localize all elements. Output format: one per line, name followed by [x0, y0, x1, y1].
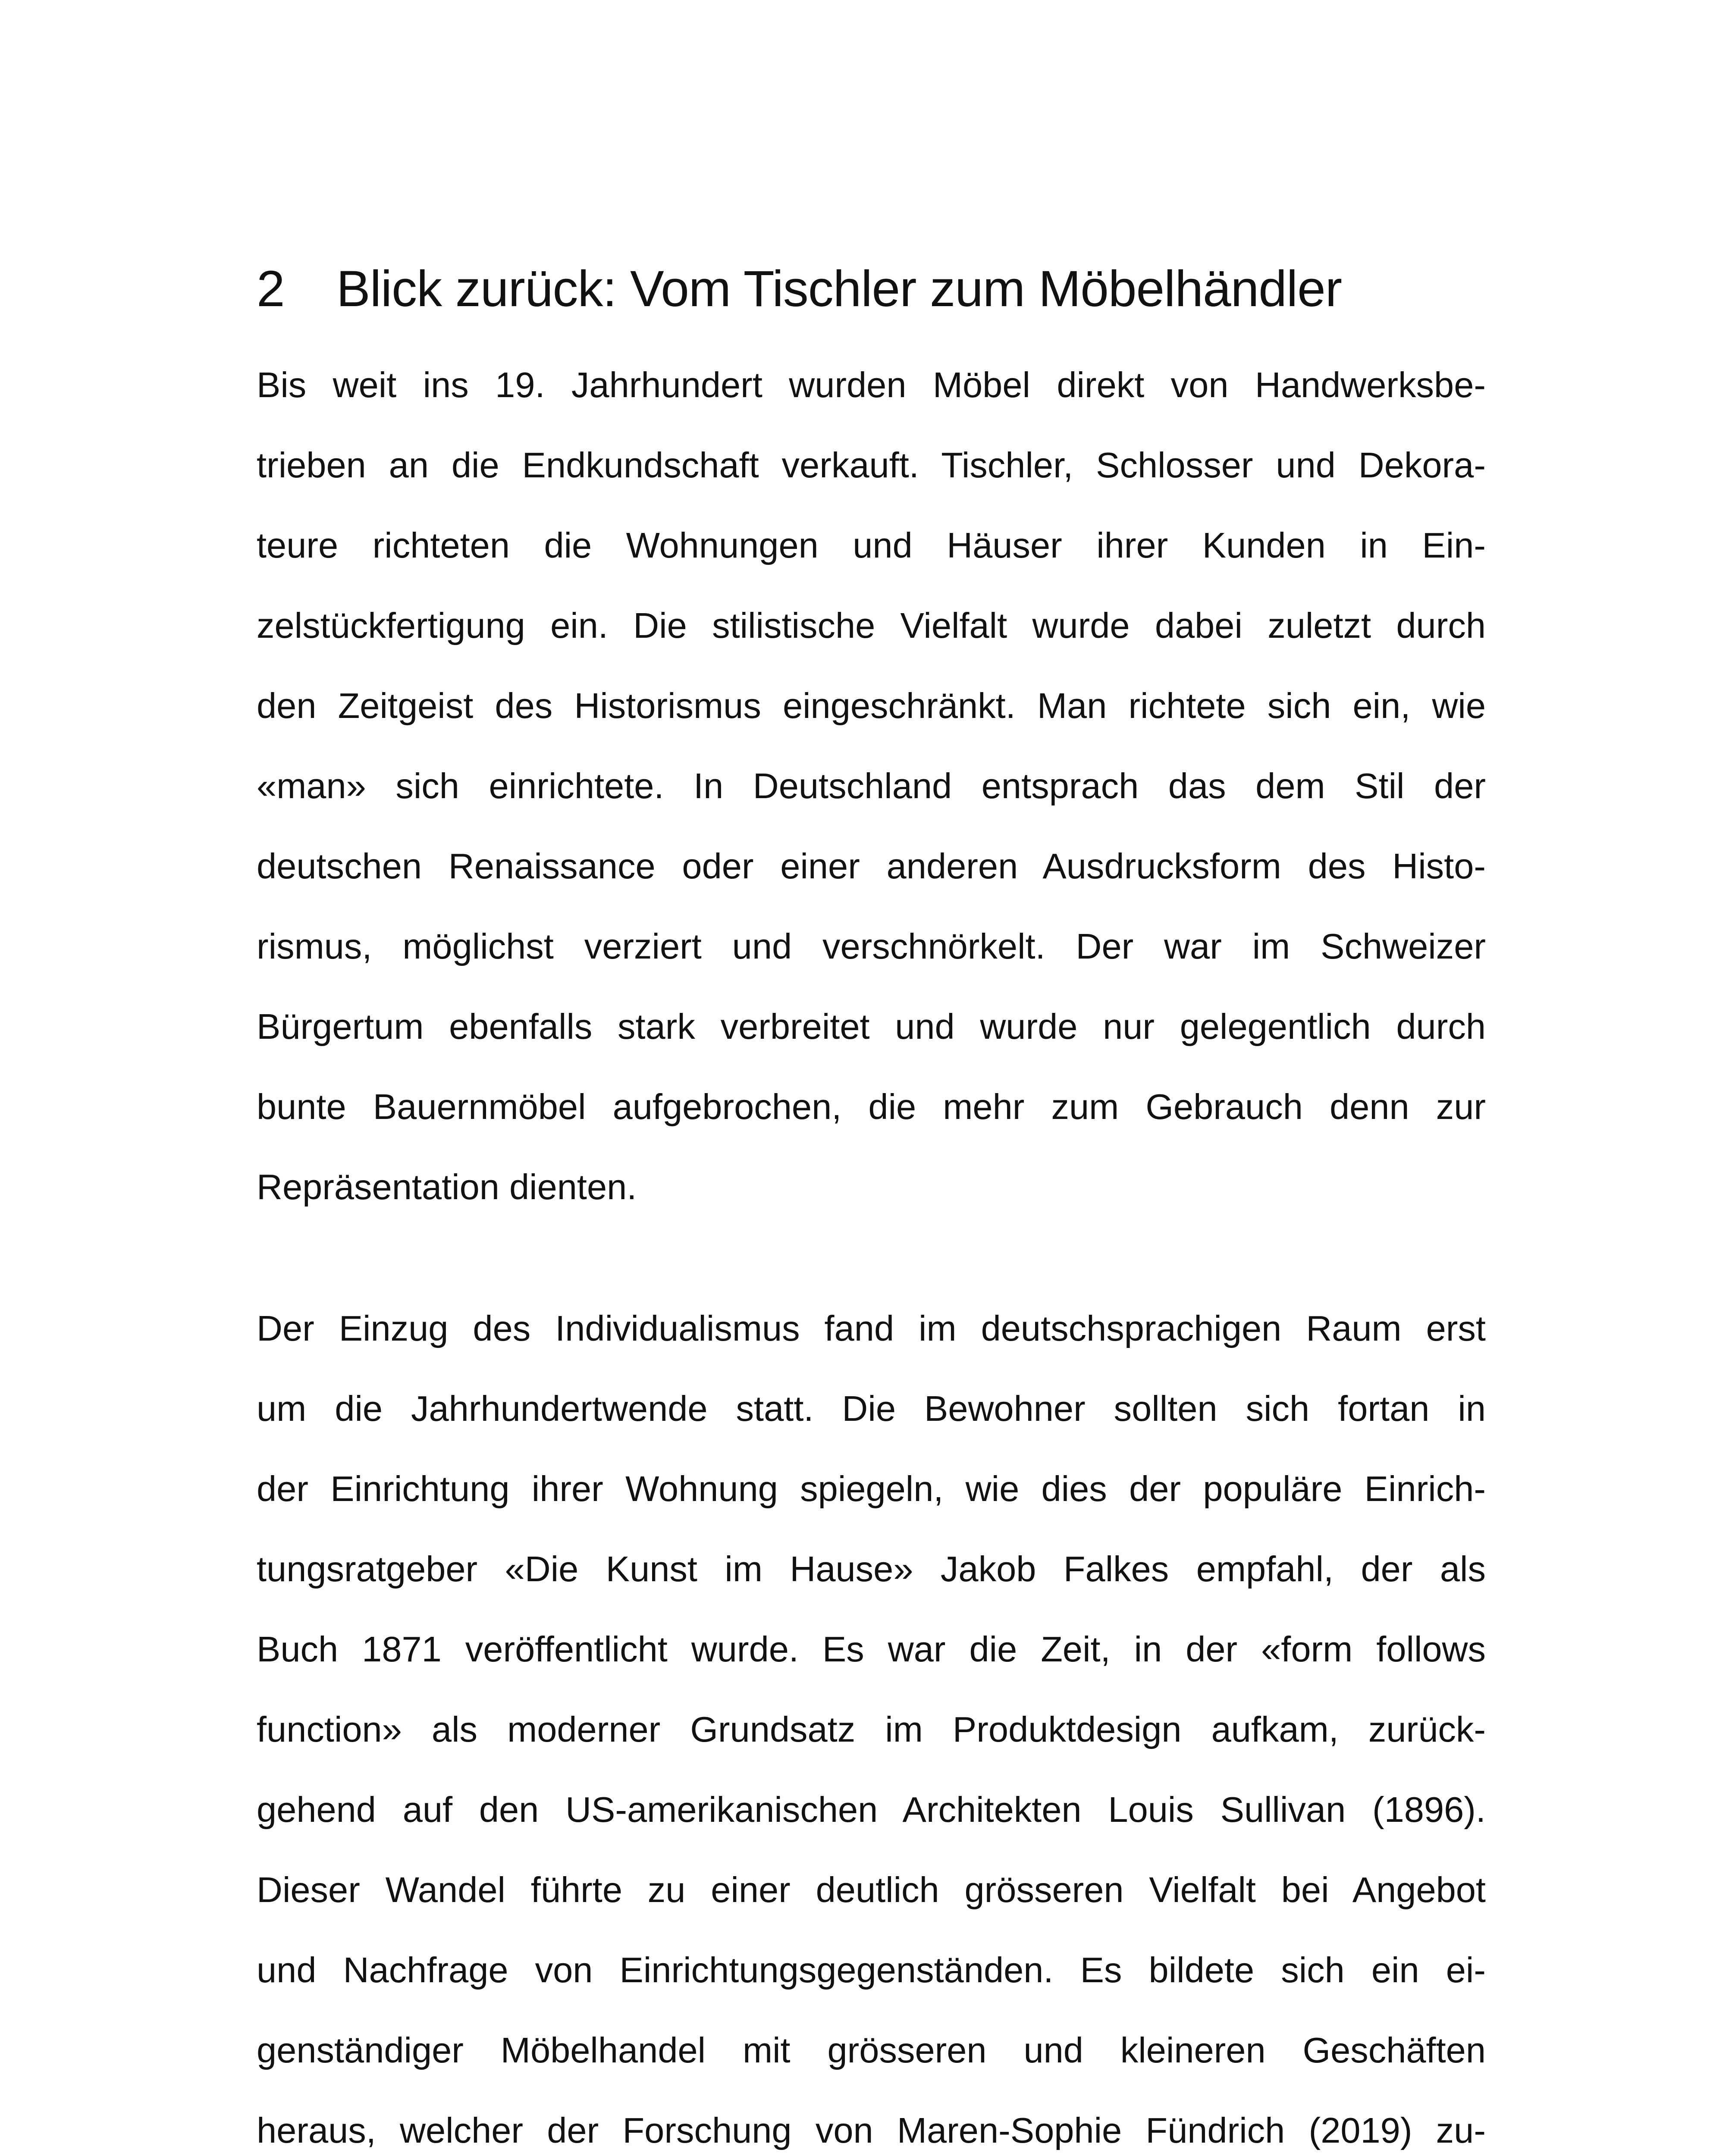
text-line: heraus, welcher der Forschung von Maren-Sophie Fündrich (2019) zu- [257, 2110, 1486, 2150]
text-line: zelstückfertigung ein. Die stilistische Vielfalt wurde dabei zuletzt durch [257, 605, 1486, 646]
chapter-number: 2 [257, 260, 285, 317]
text-line: trieben an die Endkundschaft verkauft. Tischler, Schlosser und Dekora- [257, 445, 1486, 485]
text-line: Bis weit ins 19. Jahrhundert wurden Möbel direkt von Handwerksbe- [257, 365, 1486, 405]
text-line: Dieser Wandel führte zu einer deutlich grösseren Vielfalt bei Angebot [257, 1870, 1486, 1910]
chapter-heading [257, 259, 1486, 319]
text-line: der Einrichtung ihrer Wohnung spiegeln, wie dies der populäre Einrich- [257, 1469, 1486, 1509]
text-line: deutschen Renaissance oder einer anderen Ausdrucksform des Histo- [257, 846, 1486, 886]
text-line: um die Jahrhundertwende statt. Die Bewohner sollten sich fortan in [257, 1388, 1486, 1429]
text-line: den Zeitgeist des Historismus eingeschränkt. Man richtete sich ein, wie [257, 686, 1486, 726]
paragraph-1 [257, 345, 1486, 1227]
text-line: rismus, möglichst verziert und verschnörkelt. Der war im Schweizer [257, 926, 1486, 966]
paragraph-2 [257, 1288, 1486, 2156]
text-line: bunte Bauernmöbel aufgebrochen, die mehr zum Gebrauch denn zur [257, 1087, 1486, 1127]
text-line: und Nachfrage von Einrichtungsgegenständen. Es bildete sich ein ei- [257, 1950, 1486, 1990]
text-line: Buch 1871 veröffentlicht wurde. Es war die Zeit, in der «form follows [257, 1629, 1486, 1669]
text-line: «man» sich einrichtete. In Deutschland entsprach das dem Stil der [257, 766, 1486, 806]
text-line: genständiger Möbelhandel mit grösseren und kleineren Geschäften [257, 2030, 1486, 2070]
text-line: gehend auf den US-amerikanischen Architekten Louis Sullivan (1896). [257, 1789, 1486, 1830]
chapter-title: Blick zurück: Vom Tischler zum Möbelhändler [336, 260, 1342, 317]
text-line: teure richteten die Wohnungen und Häuser ihrer Kunden in Ein- [257, 525, 1486, 565]
text-line: Repräsentation dienten. [257, 1167, 637, 1207]
text-line: Der Einzug des Individualismus fand im deutschsprachigen Raum erst [257, 1308, 1486, 1348]
text-line: function» als moderner Grundsatz im Produktdesign aufkam, zurück- [257, 1709, 1486, 1749]
text-line: Bürgertum ebenfalls stark verbreitet und wurde nur gelegentlich durch [257, 1006, 1486, 1047]
text-line: tungsratgeber «Die Kunst im Hause» Jakob Falkes empfahl, der als [257, 1549, 1486, 1589]
